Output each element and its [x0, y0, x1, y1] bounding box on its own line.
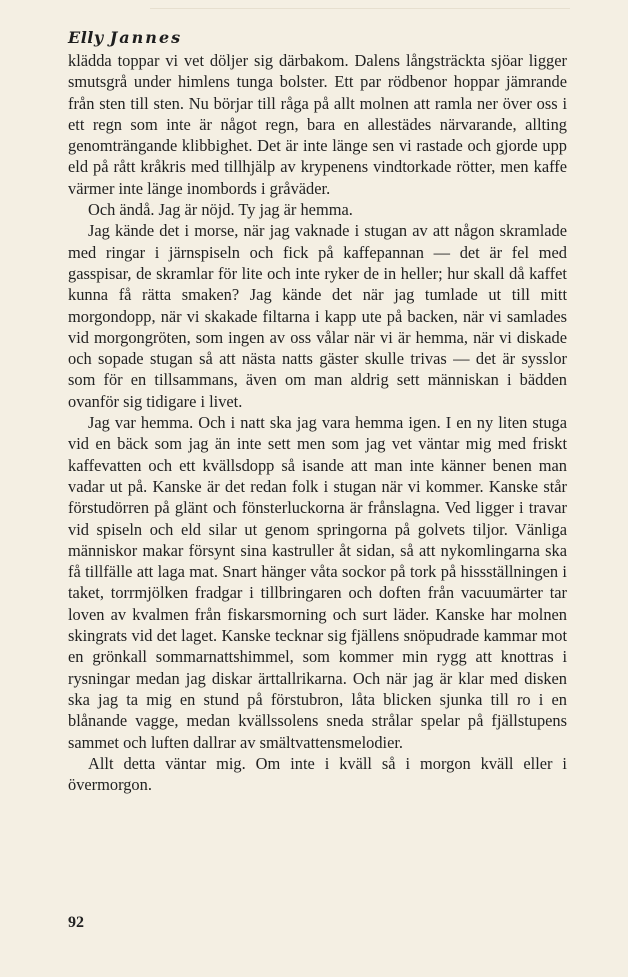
author-given-name: Elly [68, 28, 104, 47]
page-top-edge [150, 8, 570, 9]
paragraph: klädda toppar vi vet döljer sig därbakom. Dalens långsträckta sjöar ligger smutsgrå under himlens tunga bolster. Ett par rödbenor hoppar jämrande från sten till sten. Nu börjar till råga på allt molnen att ramla ner över oss i ett regn som inte är något regn, bara en allestädes närvarande, allting genomträngande klibbighet. Det är inte länge sen vi rastade och gjorde upp eld på rått kråkris med tillhjälp av krypenens vindtorkade rötter, men kaffe värmer inte länge inombords i gråväder. [68, 51, 567, 198]
paragraph: Allt detta väntar mig. Om inte i kväll så i morgon kväll eller i övermorgon. [68, 753, 567, 795]
paragraph: Och ändå. Jag är nöjd. Ty jag är hemma. [88, 200, 353, 220]
page-number: 92 [68, 914, 84, 931]
author-surname: Jannes [109, 28, 183, 47]
paragraph: Jag kände det i morse, när jag vaknade i stugan av att någon skramlade med ringar i järnspiseln och fick på kaffepannan — det är fel med gasspisar, de skramlar för lite och inte ryker de in heller; hur skall då kaffet kunna få rätta smaken? Jag kände det när jag tumlade ut till mitt morgondopp, när vi skakade filtarna i kapp ute på backen, när vi samlades vid morgongröten, som ingen av oss vålar när vi är hemma, när vi diskade och sopade stugan så att nästa natts gäster skulle trivas — det är sysslor som för en tillsammans, även om man aldrig sett människan i bädden ovanför sig tidigare i livet. [68, 221, 567, 411]
paragraph: Jag var hemma. Och i natt ska jag vara hemma igen. I en ny liten stuga vid en bäck som jag än inte sett men som jag vet väntar mig med friskt kaffevatten och ett kvällsdopp så isande att man inte känner benen man vadar ut på. Kanske är det redan folk i stugan när vi kommer. Kanske står förstudörren på glänt och fönsterluckorna är frånslagna. Ved ligger i travar vid spiseln och eld silar ut genom springorna på golvets tiljor. Vänliga människor makar försynt sina kastruller åt sidan, så att nykomlingarna ska få tillfälle att laga mat. Snart hänger våta sockor på tork på hissställningen i taket, torrmjölken fradgar i tillbringaren och doften från vacuumärter tar loven av kvalmen från fiskarsmorning och surt läder. Kanske har molnen skingrats vid det laget. Kanske tecknar sig fjällens snöpudrade kammar mot en grönkall sommarnattshimmel, som kommer min rygg att knottras i rysningar medan jag diskar ärttallrikarna. Och när jag är klar med disken ska jag ta mig en stund på förstubron, låta blicken sjunka till ro i en blånande vagge, medan kvällssolens sneda strålar spelar på fjällstupens sammet och luften dallrar av smältvattensmelodier. [68, 413, 567, 752]
body-text [68, 50, 567, 795]
running-head-author [68, 28, 182, 47]
